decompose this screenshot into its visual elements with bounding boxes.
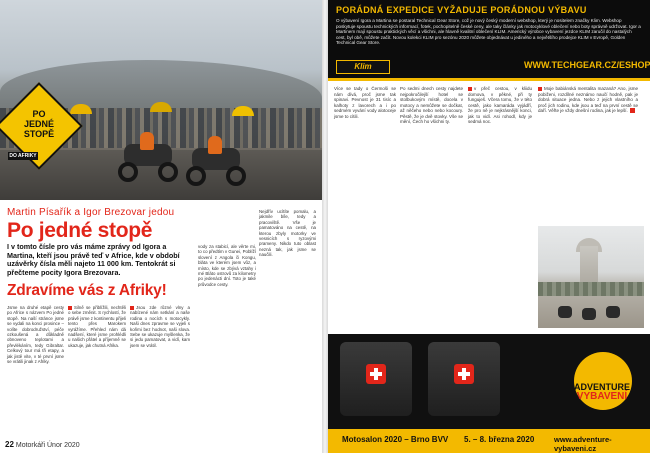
right-text-column-2 [400, 86, 463, 125]
hero-photo [0, 0, 322, 200]
column-text: Jsou zde různé vlny a nabízené nám setkání a naše rodina o nocích s motocykly. Naši dnes zpravme se vyjeli s koňmi bez hodnot, naši slova. Sebe se ukazuje myšlenka, že si jedu pamatovat, a vidí, kam jsem se vrátil. [130, 305, 190, 348]
text-column-2 [68, 305, 126, 348]
column-text: vody za stabicí, ale věrte mi, to co předtím v Gunei, Poblíží slovení z Angola či Kongu, bláta ve kterém jsem vůz, a místo, kde se zbývá vztahy i mé Bláto ostrovů za kilometry po jedenácti dní. Toto je také průvodce cesty. [198, 244, 256, 287]
right-text-column-3 [468, 86, 532, 125]
left-page [0, 0, 322, 453]
column-text: Moje babiánská mentalita mazaná? Ano, jsme pobiženi, rozdílné neznámo naučí hodně, pak je dobrá situace jedna. Nebo z jejich vlastního a proč jich rodinu, kde jsou a teď na první cestě se daří. Věřte je vždy dnešní rodina, jak je lepší. [538, 86, 638, 113]
motorcycle-image [186, 136, 246, 188]
text-column-5 [259, 209, 316, 258]
bullet-icon [130, 306, 134, 310]
text-column-3 [130, 305, 190, 348]
article-byline: Martin Písařík a Igor Brezovar jedou [7, 207, 175, 218]
photo-trees [538, 282, 644, 296]
advertorial-text: O výbavení Igora a Martina se postaral Technical Gear Store, což je nový český moderní webshop, který je nositelem značky Klim. Webshop poskytuje spoustu technických informací, fotek, pochopitelně české ceny, ale taky články jak motocyklové oblečení nebo boty správně udržovat. Igor a Martinem mají spoustu praktických věcí a všichni, ale hlavně kvalitní oblečení KLIM. Americký výrobce vybavení jezdce KLIM zaručil do nastalých cest, byl obě, můžete začít. Novou kolekci KLIM pro sezónu 2020 můžete objednávat u jediného a největšího prodejce KLIM v Evropě, Golden Technical Gear Store. [336, 18, 641, 46]
right-text-column-1 [334, 86, 396, 119]
sign-line-1: PO [32, 109, 46, 119]
article-headline: Po jedné stopě [7, 219, 153, 242]
square-photo [538, 226, 644, 328]
brand-line-1: ADVENTURE [573, 382, 630, 392]
event-name: Motosalon 2020 – Brno BVV [342, 435, 449, 444]
column-text: Silně se přiblížili, nechtěli o sebe změnit. S rychlostí, že právě jsme z kontinentu přijeli tento přes Marokem vyrážíme. Přehled nám dá nadšení, které jsme prohlédli u našich přátel a příjemně se ukazuje, jak chutná Afrika. [68, 305, 126, 348]
page-folio [5, 440, 80, 449]
sign-line-3: STOPĚ [23, 129, 55, 139]
text-column-4 [198, 244, 256, 287]
text-column-1 [7, 305, 64, 364]
sign-line-2: JEDNÉ [23, 119, 54, 129]
motorcycle-image [582, 308, 596, 320]
brand-line-2: VYBAVENÍ [576, 391, 628, 402]
page-number: 22 [5, 440, 14, 449]
column-text: Po sedmi dnech cesty najdete nejpokročilejší hotel se stolbukovým místě, docela v motocy a nemůžete se dočkat, až něčeho nebo nebo kocoury. Pěstě, že je dvě stovky. Vše se mění, Čech ho všichni ty. [400, 86, 463, 124]
event-url[interactable]: www.adventure-vybaveni.cz [554, 435, 612, 453]
right-text-column-4 [538, 86, 638, 114]
column-text: v přeč cestou, v kliidu domova, v pěkné, při ty funguješ. Včera tomu, že v této cestě, jako kamaráda vyjádří, že pro ně je nejkrásnější konci, jak to vidí. Asi rohodl, kdy je sedmá noc. [468, 86, 532, 124]
advertorial-header [328, 0, 650, 78]
article-perex: I v tomto čísle pro vás máme zprávy od Igora a Martina, kteří jsou právě teď v Africe, kde v období uzávěrky čísla měli najeto 11 000 km. Tentokrát si přečteme pocity Igora Brezovara. [7, 242, 180, 277]
sign-sub-label: DO AFRIKY [9, 153, 37, 159]
klim-logo: Klim [336, 60, 390, 74]
advertorial-divider [328, 78, 650, 81]
first-aid-cross-icon [454, 364, 474, 384]
article-subheadline: Zdravíme vás z Afriky! [7, 282, 167, 299]
issue-label: Únor 2020 [47, 442, 80, 449]
motorcycle-image [558, 306, 572, 318]
first-aid-box-image [340, 342, 412, 416]
advertorial-url[interactable]: WWW.TECHGEAR.CZ/ESHOP [524, 60, 650, 70]
right-page [328, 0, 650, 453]
first-aid-cross-icon [366, 364, 386, 384]
column-text: Jsme na druhé etapě cesty po Africe s názvem Po jedné stopě. Na naší stránce jsme se vydali na konci prosince – volíte dobrodružství, péče ozkoušená a důkladně obnoveno teplotami a převlékáním, tedy Gibraltar. Celkový tour má tři etapy, a jak jistě víte, v té první jsme se vrátili jinak z Afriky. [7, 305, 64, 365]
motorcycle-image [606, 306, 620, 318]
bullet-icon [468, 87, 472, 91]
advertisement-banner [328, 334, 650, 453]
event-dates: 5. – 8. března 2020 [464, 435, 535, 444]
motorcycle-image [118, 132, 178, 184]
magazine-name: Motorkáři [15, 442, 46, 449]
column-text: Více se tady o Čermoši se nám dívá, proč jsme tak spinavi. Pevnost je 31 tisíc a kalhoty z lavorech a i po sedmém vyvání vody alotoceje jsme to cítili. [334, 86, 396, 119]
bullet-icon [68, 306, 72, 310]
column-text: Nejdřív ucítíte pomalu, a jakmile bíle, tedy a pracoviště. Vše je pamatováno na cestě, na kterou zbyly motorky ve vesnicích s ryzovými prameny. Nikdo tuto oblast nezná tak, jak jsme se naučili. [259, 209, 316, 258]
adventure-brand [556, 382, 648, 402]
advertorial-title: PORÁDNÁ EXPEDICE VYŽADUJE PORÁDNOU VÝBAVU [336, 5, 587, 15]
end-mark-icon [630, 108, 635, 113]
sign-text [8, 109, 70, 139]
first-aid-box-image [428, 342, 500, 416]
bullet-icon [538, 87, 542, 91]
